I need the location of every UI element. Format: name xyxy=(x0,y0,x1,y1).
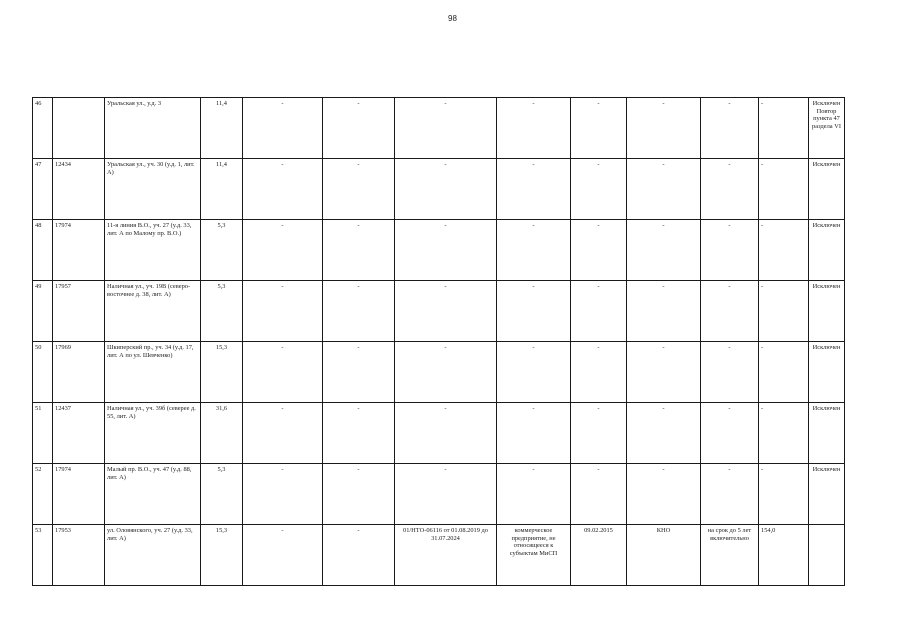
col6-cell: - xyxy=(323,159,395,220)
col5-cell: - xyxy=(243,464,323,525)
contract-cell: - xyxy=(395,342,497,403)
area-cell: 15,3 xyxy=(201,342,243,403)
contract-cell: - xyxy=(395,159,497,220)
kno-cell: - xyxy=(627,159,701,220)
term-cell: - xyxy=(701,98,759,159)
address-cell: 11-я линия В.О., уч. 27 (у.д. 33, лит. А по Малому пр. В.О.) xyxy=(105,220,201,281)
col5-cell: - xyxy=(243,525,323,586)
col6-cell: - xyxy=(323,342,395,403)
status-cell: Исключен xyxy=(809,159,845,220)
col6-cell: - xyxy=(323,403,395,464)
date-cell: - xyxy=(571,342,627,403)
code-cell xyxy=(53,98,105,159)
date-cell: - xyxy=(571,220,627,281)
status-cell: Исключен xyxy=(809,342,845,403)
document-table xyxy=(32,97,845,586)
code-cell: 17953 xyxy=(53,525,105,586)
value-cell: - xyxy=(759,464,809,525)
kno-cell: - xyxy=(627,98,701,159)
table-row xyxy=(33,159,845,220)
address-cell: ул. Оловянского, уч. 27 (у.д. 33, лит. А) xyxy=(105,525,201,586)
table-row xyxy=(33,525,845,586)
table-row xyxy=(33,281,845,342)
col5-cell: - xyxy=(243,403,323,464)
table-body xyxy=(33,98,845,586)
table-row xyxy=(33,342,845,403)
kno-cell: - xyxy=(627,403,701,464)
code-cell: 17969 xyxy=(53,342,105,403)
row-number-cell: 53 xyxy=(33,525,53,586)
term-cell: - xyxy=(701,159,759,220)
date-cell: - xyxy=(571,403,627,464)
area-cell: 11,4 xyxy=(201,98,243,159)
kno-cell: - xyxy=(627,281,701,342)
kno-cell: - xyxy=(627,464,701,525)
contract-cell: - xyxy=(395,98,497,159)
address-cell: Уральская ул., уч. 30 (у.д. 1, лит. А) xyxy=(105,159,201,220)
col6-cell: - xyxy=(323,525,395,586)
tenant-type-cell: - xyxy=(497,98,571,159)
tenant-type-cell: - xyxy=(497,281,571,342)
address-cell: Малый пр. В.О., уч. 47 (у.д. 88, лит. А) xyxy=(105,464,201,525)
page-number: 98 xyxy=(448,14,457,23)
date-cell: - xyxy=(571,98,627,159)
kno-cell: КНО xyxy=(627,525,701,586)
term-cell: - xyxy=(701,220,759,281)
kno-cell: - xyxy=(627,220,701,281)
status-cell xyxy=(809,525,845,586)
row-number-cell: 51 xyxy=(33,403,53,464)
area-cell: 5,3 xyxy=(201,281,243,342)
term-cell: - xyxy=(701,281,759,342)
term-cell: - xyxy=(701,403,759,464)
row-number-cell: 46 xyxy=(33,98,53,159)
row-number-cell: 47 xyxy=(33,159,53,220)
col5-cell: - xyxy=(243,220,323,281)
col5-cell: - xyxy=(243,159,323,220)
col5-cell: - xyxy=(243,98,323,159)
area-cell: 11,4 xyxy=(201,159,243,220)
term-cell: - xyxy=(701,464,759,525)
tenant-type-cell: коммерческое предприятие, не относящееся к субъектам МиСП xyxy=(497,525,571,586)
code-cell: 17974 xyxy=(53,464,105,525)
area-cell: 31,6 xyxy=(201,403,243,464)
address-cell: Наличная ул., уч. 19В (северо-восточнее д. 38, лит. А) xyxy=(105,281,201,342)
address-cell: Наличная ул., уч. 39б (северее д. 55, лит. А) xyxy=(105,403,201,464)
code-cell: 12437 xyxy=(53,403,105,464)
area-cell: 15,3 xyxy=(201,525,243,586)
table-row xyxy=(33,464,845,525)
value-cell: - xyxy=(759,98,809,159)
row-number-cell: 49 xyxy=(33,281,53,342)
value-cell: - xyxy=(759,159,809,220)
value-cell: - xyxy=(759,220,809,281)
row-number-cell: 52 xyxy=(33,464,53,525)
table-row xyxy=(33,403,845,464)
kno-cell: - xyxy=(627,342,701,403)
contract-cell: - xyxy=(395,281,497,342)
status-cell: Исключен xyxy=(809,220,845,281)
date-cell: - xyxy=(571,159,627,220)
area-cell: 5,3 xyxy=(201,464,243,525)
status-cell: Исключен xyxy=(809,403,845,464)
table-row xyxy=(33,98,845,159)
col6-cell: - xyxy=(323,281,395,342)
tenant-type-cell: - xyxy=(497,403,571,464)
col5-cell: - xyxy=(243,281,323,342)
address-cell: Уральская ул., у.д. 3 xyxy=(105,98,201,159)
table-row xyxy=(33,220,845,281)
tenant-type-cell: - xyxy=(497,342,571,403)
col6-cell: - xyxy=(323,464,395,525)
status-cell: Исключен Повтор пункта 47 раздела VI xyxy=(809,98,845,159)
tenant-type-cell: - xyxy=(497,159,571,220)
code-cell: 17974 xyxy=(53,220,105,281)
tenant-type-cell: - xyxy=(497,220,571,281)
contract-cell: - xyxy=(395,403,497,464)
date-cell: 09.02.2015 xyxy=(571,525,627,586)
tenant-type-cell: - xyxy=(497,464,571,525)
col5-cell: - xyxy=(243,342,323,403)
code-cell: 12434 xyxy=(53,159,105,220)
date-cell: - xyxy=(571,464,627,525)
row-number-cell: 48 xyxy=(33,220,53,281)
col6-cell: - xyxy=(323,220,395,281)
status-cell: Исключен xyxy=(809,281,845,342)
address-cell: Шкиперский пр., уч. 34 (у.д. 17, лит. А по ул. Шевченко) xyxy=(105,342,201,403)
contract-cell: - xyxy=(395,464,497,525)
value-cell: 154,0 xyxy=(759,525,809,586)
col6-cell: - xyxy=(323,98,395,159)
row-number-cell: 50 xyxy=(33,342,53,403)
date-cell: - xyxy=(571,281,627,342)
contract-cell: - xyxy=(395,220,497,281)
term-cell: - xyxy=(701,342,759,403)
value-cell: - xyxy=(759,281,809,342)
contract-cell: 01/НТО-06116 от 01.08.2019 до 31.07.2024 xyxy=(395,525,497,586)
status-cell: Исключен xyxy=(809,464,845,525)
code-cell: 17957 xyxy=(53,281,105,342)
value-cell: - xyxy=(759,342,809,403)
area-cell: 5,3 xyxy=(201,220,243,281)
value-cell: - xyxy=(759,403,809,464)
term-cell: на срок до 5 лет включительно xyxy=(701,525,759,586)
